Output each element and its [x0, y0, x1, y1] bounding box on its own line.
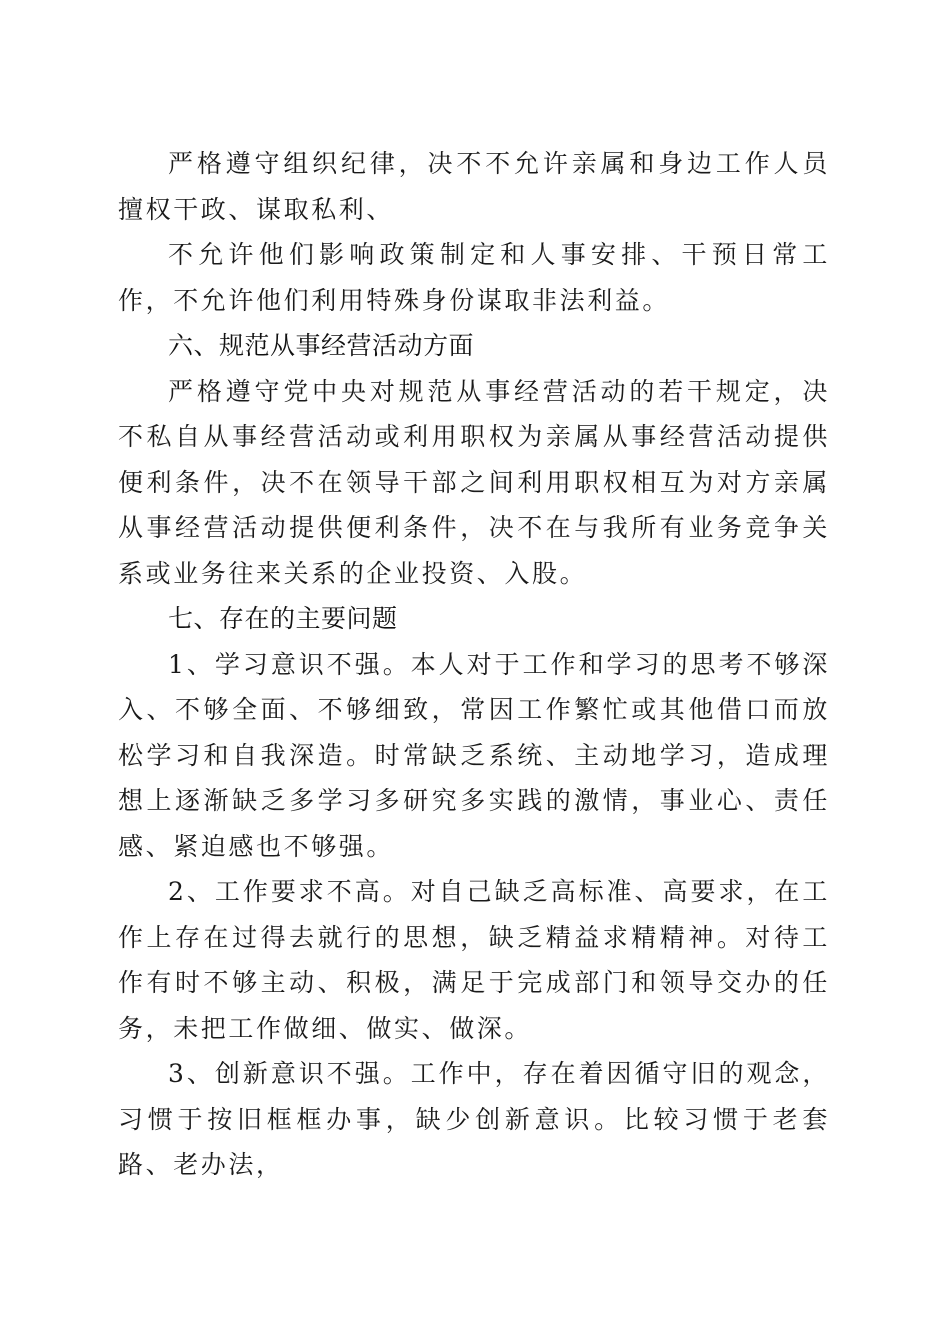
- paragraph-no-interference: 不允许他们影响政策制定和人事安排、干预日常工作，不允许他们利用特殊身份谋取非法利益。: [118, 240, 830, 315]
- section-heading-business-activities: 六、规范从事经营活动方面: [168, 331, 475, 360]
- paragraph-problem-3-innovation: 3、创新意识不强。工作中，存在着因循守旧的观念，习惯于按旧框框办事，缺少创新意识。比较习惯于老套路、老办法，: [118, 1059, 830, 1179]
- paragraph-problem-2-work-standards: 2、工作要求不高。对自己缺乏高标准、高要求，在工作上存在过得去就行的思想，缺乏精益求精精神。对待工作有时不够主动、积极，满足于完成部门和领导交办的任务，未把工作做细、做实、做深。: [118, 877, 830, 1043]
- document-body: [118, 141, 830, 1188]
- paragraph-discipline: 严格遵守组织纪律，决不不允许亲属和身边工作人员擅权干政、谋取私利、: [118, 149, 830, 224]
- section-heading-main-problems: 七、存在的主要问题: [168, 604, 398, 633]
- paragraph-business-rules: 严格遵守党中央对规范从事经营活动的若干规定，决不私自从事经营活动或利用职权为亲属从事经营活动提供便利条件，决不在领导干部之间利用职权相互为对方亲属从事经营活动提供便利条件，决不在与我所有业务竞争关系或业务往来关系的企业投资、入股。: [118, 376, 830, 588]
- paragraph-problem-1-learning: 1、学习意识不强。本人对于工作和学习的思考不够深入、不够全面、不够细致，常因工作繁忙或其他借口而放松学习和自我深造。时常缺乏系统、主动地学习，造成理想上逐渐缺乏多学习多研究多实践的激情，事业心、责任感、紧迫感也不够强。: [118, 649, 830, 861]
